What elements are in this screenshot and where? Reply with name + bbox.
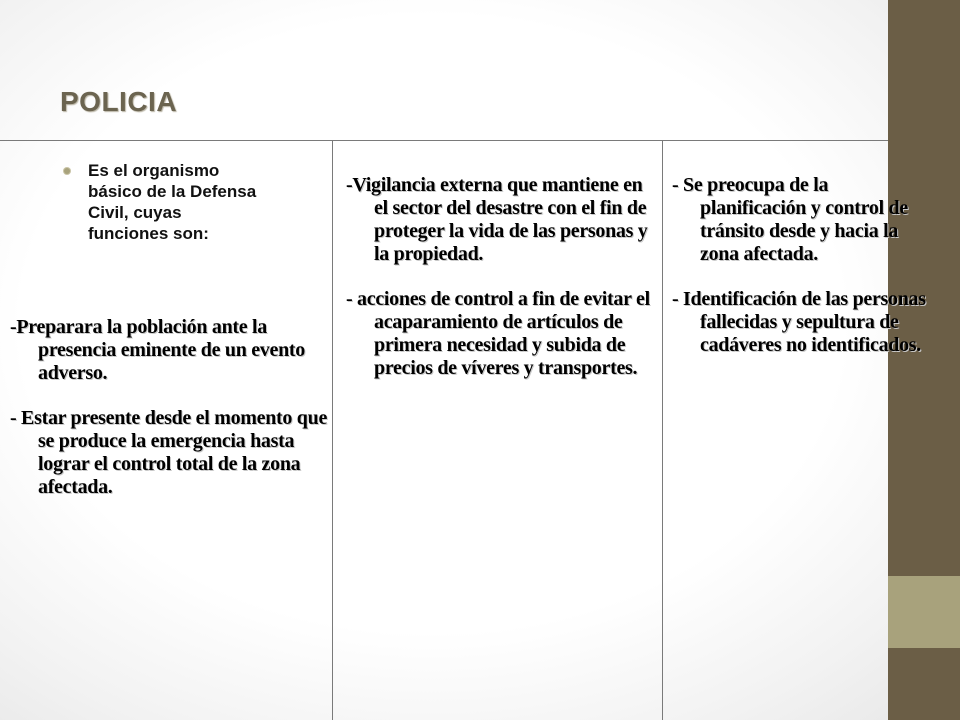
column-2: [346, 174, 652, 402]
column-2-item: -Vigilancia externa que mantiene en el sector del desastre con el fin de proteger la vida de las personas y la propiedad.: [346, 174, 648, 265]
column-3-item: - Se preocupa de la planificación y control de tránsito desde y hacia la zona afectada.: [672, 174, 908, 265]
column-divider-2: [662, 141, 663, 720]
right-accent-block: [888, 576, 960, 648]
column-1: [10, 316, 330, 521]
column-3: [672, 174, 936, 379]
column-divider-1: [332, 141, 333, 720]
column-2-item: - acciones de control a fin de evitar el acaparamiento de artículos de primera necesidad y subida de precios de víveres y transportes.: [346, 288, 650, 379]
column-1-item: - Estar presente desde el momento que se produce la emergencia hasta lograr el control total de la zona afectada.: [10, 407, 328, 498]
bullet-dot-icon: [64, 168, 70, 174]
slide-title: POLICIA: [60, 86, 178, 117]
intro-bullet: [64, 160, 264, 244]
table-top-border: [0, 140, 888, 141]
column-3-item: - Identificación de las personas fallecidas y sepultura de cadáveres no identificados.: [672, 288, 926, 356]
column-1-item: -Preparara la población ante la presencia eminente de un evento adverso.: [10, 316, 305, 384]
intro-bullet-text: Es el organismo básico de la Defensa Civil, cuyas funciones son:: [88, 161, 257, 243]
